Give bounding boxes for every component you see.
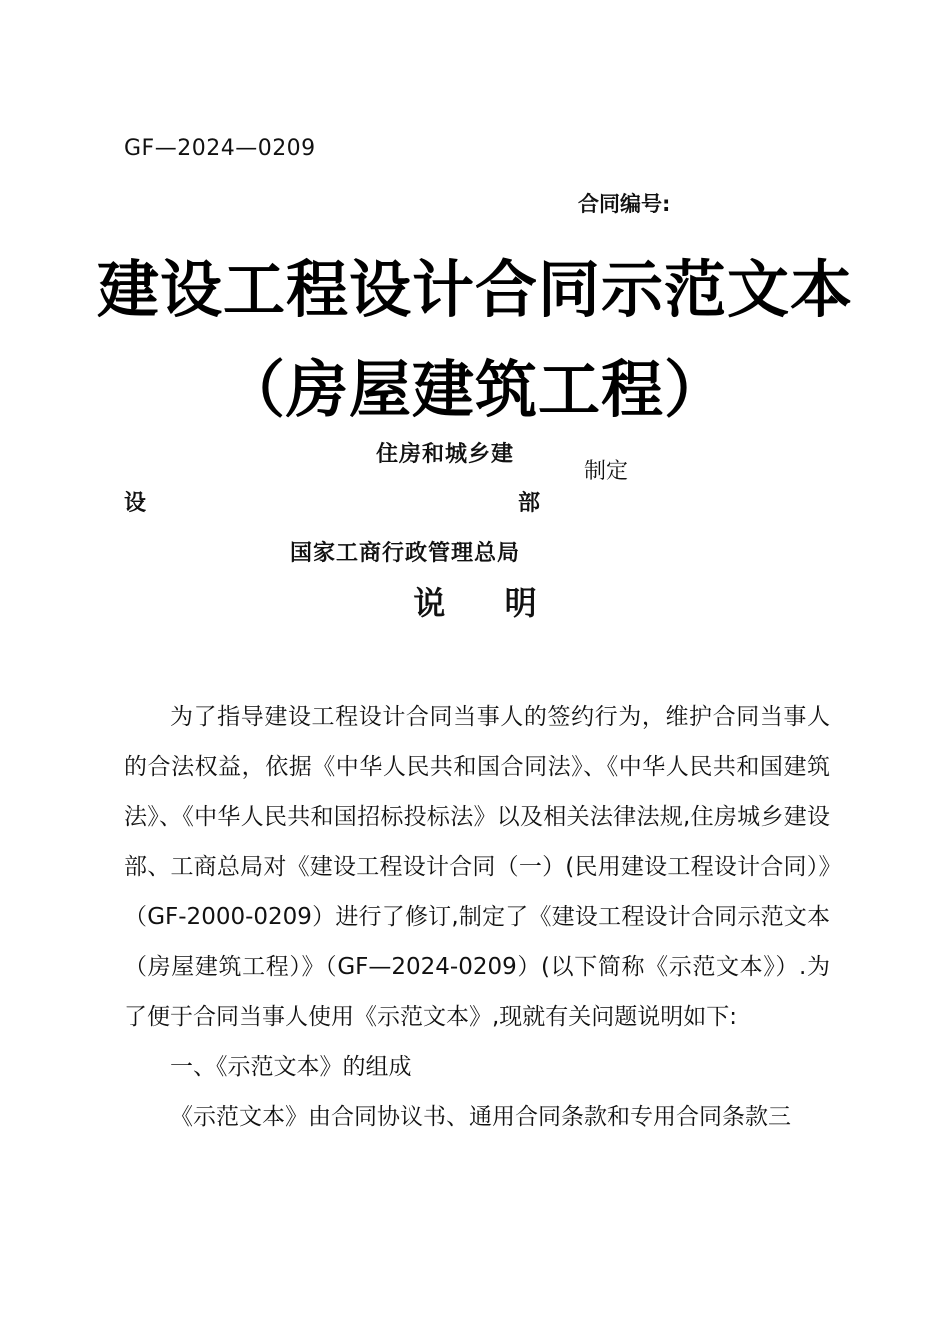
issuer-line-2-left: 设 — [124, 491, 147, 516]
issuer-line-2-right: 部 — [518, 491, 541, 516]
contract-number-label: 合同编号: — [578, 192, 671, 216]
document-code: GF—2024—0209 — [124, 136, 316, 161]
issuer-line-1: 住房和城乡建 — [376, 442, 515, 467]
document-subtitle: （房屋建筑工程） — [222, 353, 727, 426]
explanation-body — [124, 692, 830, 1142]
section-heading: 一、《示范文本》的组成 — [170, 1054, 412, 1080]
explanation-paragraph: 为了指导建设工程设计合同当事人的签约行为，维护合同当事人的合法权益，依据《中华人民共和国合同法》、《中华人民共和国建筑法》、《中华人民共和国招标投标法》以及相关法律法规,住房城乡建设部、工商总局对《建设工程设计合同（一）(民用建设工程设计合同）》（GF-2000-0209）进行了修订,制定了《建设工程设计合同示范文本（房屋建筑工程）》（GF—2024-0209）(以下简称《示范文本》）.为了便于合同当事人使用《示范文本》,现就有关问题说明如下: — [124, 704, 830, 1030]
explanation-heading: 说 明 — [413, 584, 561, 622]
explanation-paragraph-2: 《示范文本》由合同协议书、通用合同条款和专用合同条款三 — [170, 1104, 791, 1130]
issuer-line-3: 国家工商行政管理总局 — [290, 541, 521, 566]
issued-by-label: 制定 — [584, 459, 629, 484]
document-title: 建设工程设计合同示范文本 — [96, 253, 853, 326]
